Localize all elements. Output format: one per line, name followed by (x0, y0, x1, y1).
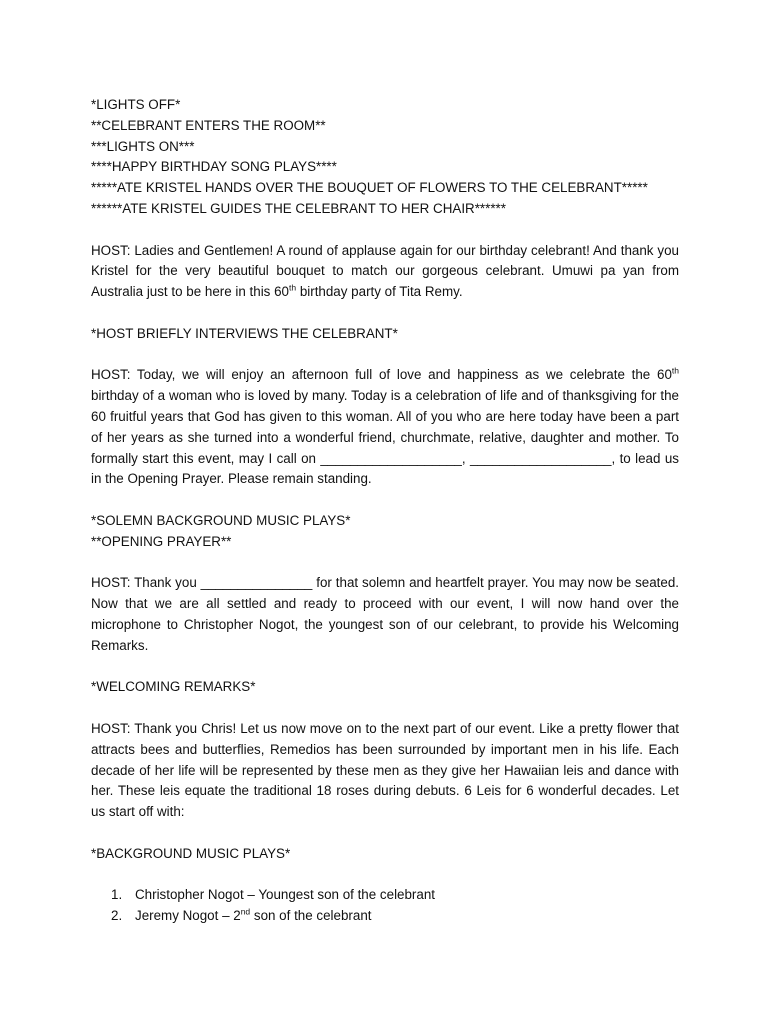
text-run: HOST: Today, we will enjoy an afternoon full of love and happiness as we celebrate the 60 (91, 367, 672, 383)
document-page (91, 95, 679, 927)
host-speech-3 (91, 573, 679, 656)
cue-block-prayer (91, 511, 679, 553)
cue-solemn-music: *SOLEMN BACKGROUND MUSIC PLAYS* (91, 512, 351, 528)
cue-birthday-song: ****HAPPY BIRTHDAY SONG PLAYS**** (91, 159, 337, 175)
cue-block-bg-music (91, 844, 679, 865)
cue-block-welcome (91, 677, 679, 698)
host-paragraph (91, 365, 679, 490)
text-run: Jeremy Nogot – 2 (135, 908, 241, 924)
cue-lights-on: ***LIGHTS ON*** (91, 138, 195, 154)
cue-guide-to-chair: ******ATE KRISTEL GUIDES THE CELEBRANT TO HER CHAIR****** (91, 200, 506, 216)
cue-bouquet-handover: *****ATE KRISTEL HANDS OVER THE BOUQUET OF FLOWERS TO THE CELEBRANT***** (91, 180, 648, 196)
list-number: 1. (111, 887, 123, 903)
host-paragraph (91, 241, 679, 303)
cue-lights-off: *LIGHTS OFF* (91, 97, 181, 112)
text-run: birthday party of Tita Remy. (296, 284, 463, 300)
ordinal-suffix: th (671, 365, 679, 376)
ordinal-suffix: th (289, 282, 297, 293)
dancer-list (91, 885, 679, 927)
cue-welcoming-remarks: *WELCOMING REMARKS* (91, 679, 256, 695)
list-item (91, 906, 679, 927)
cue-opening-prayer: **OPENING PRAYER** (91, 533, 232, 549)
cue-block-interview (91, 324, 679, 345)
host-speech-1 (91, 241, 679, 303)
host-speech-4 (91, 719, 679, 823)
host-paragraph: HOST: Thank you _______________ for that solemn and heartfelt prayer. You may now be seated. Now that we are all settled and ready to proceed with our event, I will now hand over the microphone to Christopher Nogot, the youngest son of our celebrant, to provide his Welcoming Remarks. (91, 575, 679, 653)
list-number: 2. (111, 908, 123, 924)
ordinal-suffix: nd (240, 906, 251, 917)
cue-interview: *HOST BRIEFLY INTERVIEWS THE CELEBRANT* (91, 325, 398, 341)
text-run: birthday of a woman who is loved by many. Today is a celebration of life and of thanksgiving for the 60 fruitful years that God has given to this woman. All of you who are here today have been a part of her years as she turned into a wonderful friend, churchmate, relative, daughter and mother. To formally start this event, may I call on ___________________, ___________________, to lead us in the Opening Prayer. Please remain standing. (91, 388, 679, 487)
opening-cues (91, 95, 679, 220)
text-run: HOST: Ladies and Gentlemen! A round of applause again for our birthday celebrant! And thank you Kristel for the very beautiful bouquet to match our gorgeous celebrant. Umuwi pa yan from Australia just to be here in this 60 (91, 242, 679, 300)
host-speech-2 (91, 365, 679, 490)
host-paragraph: HOST: Thank you Chris! Let us now move on to the next part of our event. Like a pretty flower that attracts bees and butterflies, Remedios has been surrounded by important men in his life. Each decade of her life will be represented by these men as they give her Hawaiian leis and dance with her. These leis equate the traditional 18 roses during debuts. 6 Leis for 6 wonderful decades. Let us start off with: (91, 720, 679, 820)
text-run: Christopher Nogot – Youngest son of the celebrant (135, 887, 436, 903)
list-item (91, 885, 679, 906)
cue-celebrant-enters: **CELEBRANT ENTERS THE ROOM** (91, 117, 326, 133)
text-run: son of the celebrant (250, 908, 372, 924)
cue-background-music: *BACKGROUND MUSIC PLAYS* (91, 845, 291, 861)
